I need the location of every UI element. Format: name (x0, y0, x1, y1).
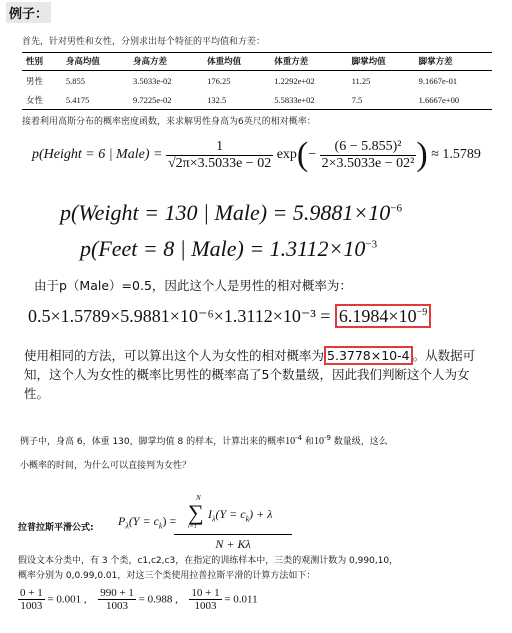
fraction-numerator: 990 + 1 (100, 587, 134, 599)
gauss-intro-text: 接着利用高斯分布的概率密度函数，来求解男性身高为6英尺的相对概率： (22, 117, 316, 127)
height-eq-fraction (166, 139, 273, 172)
prob-exponent-2: -9 (323, 434, 331, 442)
lhs-p: P (118, 514, 126, 528)
prob-exponent-1: -4 (295, 434, 303, 442)
minus-sign: − (308, 147, 317, 162)
height-eq-result: ≈ 1.5789 (431, 147, 481, 162)
female-para-after: 。从数据可知，这个人为女性的概率比男性的概率高了5个数量级，因此我们判断这个人为女性。 (24, 348, 476, 401)
fraction-denominator: 1003 (194, 600, 217, 612)
prob-value-1: 10 (285, 436, 296, 447)
result-value-2: = 0.988 , (138, 593, 178, 606)
table-cell: 9.1667e-01 (418, 76, 458, 86)
table-header-cell: 身高方差 (129, 53, 203, 71)
fraction-numerator: 10 + 1 (191, 587, 220, 599)
smoothing-results (18, 587, 258, 612)
table-cell: 5.5833e+02 (270, 90, 347, 110)
table-cell: 5.855 (65, 76, 86, 86)
example-heading: 例子： (6, 2, 51, 23)
lhs-close: ) = (162, 514, 177, 528)
smoothing-text-line-2: 概率分别为 0,0.99,0.01，对这三个类使用拉普拉斯平滑的计算方法如下： (18, 571, 316, 581)
table-cell: 7.5 (348, 90, 415, 110)
prob-value-2: 10 (313, 436, 324, 447)
table-header-cell: 体重方差 (270, 53, 347, 71)
lhs-subscript: k (158, 521, 163, 531)
table-header-cell: 体重均值 (203, 53, 270, 71)
table-cell: 9.7225e-02 (129, 90, 203, 110)
table-header-row (22, 53, 492, 71)
numerator-close: ) + λ (249, 507, 273, 521)
fraction-numerator: 1 (166, 139, 273, 156)
male-result-highlight (335, 304, 431, 328)
intro-text: 首先，针对男性和女性，分别求出每个特征的平均值和方差： (22, 37, 266, 47)
weight-eq-exponent: −6 (390, 202, 402, 215)
laplace-fraction (174, 494, 292, 552)
weight-eq-text: p(Weight = 130 | Male) = 5.9881×10 (60, 200, 391, 225)
result-value-1: = 0.001 , (47, 593, 87, 606)
table-cell: 11.25 (351, 76, 371, 86)
lhs-subscript: λ (125, 521, 129, 531)
table-cell: 5.4175 (62, 90, 129, 110)
female-prob-paragraph (24, 346, 484, 403)
exp-inner-fraction (320, 139, 417, 172)
female-para-before: 使用相同的方法，可以算出这个人为女性的相对概率为 (24, 348, 325, 363)
fraction-denominator: 1003 (106, 600, 129, 612)
height-eq-lhs: p(Height = 6 | Male) = (32, 147, 163, 162)
fraction-denominator: √2π×3.5033e − 02 (167, 155, 272, 171)
sum-upper: N (196, 494, 201, 502)
feature-stats-table (22, 52, 492, 110)
table-cell: 女性 (22, 90, 62, 110)
fraction-denominator: 1003 (20, 600, 43, 612)
male-result-exponent: −9 (416, 307, 428, 318)
lhs-rest: (Y = c (128, 514, 159, 528)
sum-symbol: ∑ (188, 500, 204, 525)
left-paren: ( (296, 136, 309, 173)
smoothing-text-line-1: 假设文本分类中，有 3 个类，c1,c2,c3，在指定的训练样本中，三类的观测计数为 0,990,10， (18, 556, 399, 566)
numerator-subscript: k (245, 514, 250, 524)
fraction-numerator: 0 + 1 (20, 587, 43, 599)
feet-eq-text: p(Feet = 8 | Male) = 1.3112×10 (80, 236, 366, 261)
result-fraction-1 (18, 587, 45, 612)
table-cell: 3.5033e-02 (132, 76, 172, 86)
height-equation (32, 136, 481, 174)
weight-equation (60, 200, 402, 226)
laplace-denominator: N + Kλ (215, 537, 251, 551)
numerator-body (208, 507, 272, 523)
table-cell: 176.25 (207, 76, 231, 86)
laplace-lhs (118, 514, 176, 530)
question-and: 和 (302, 437, 314, 447)
product-expression: 0.5×1.5789×5.9881×10⁻⁶×1.3112×10⁻³ = (28, 306, 331, 326)
male-result-value: 6.1984×10 (338, 306, 417, 326)
feet-eq-exponent: −3 (365, 238, 378, 251)
table-cell: 男性 (26, 76, 44, 86)
female-result-highlight: 5.3778×10-4 (324, 346, 413, 365)
question-line-2: 小概率的时间，为什么可以直接判为女性？ (20, 461, 192, 471)
laplace-numerator (174, 494, 292, 535)
laplace-label: 拉普拉斯平滑公式: (18, 523, 94, 533)
table-row (22, 90, 492, 110)
question-part: 例子中，身高 6，体重 130，脚掌均值 8 的样本，计算出来的概率 (20, 437, 286, 447)
table-cell: 132.5 (203, 90, 270, 110)
fraction-denominator: 2×3.5033e − 02² (321, 155, 415, 171)
sum-lower: i=1 (188, 524, 197, 530)
right-paren: ) (416, 136, 428, 173)
question-line-1 (20, 428, 498, 452)
smoothing-text (18, 554, 398, 584)
table-row (22, 71, 492, 91)
indicator-subscript: λ (212, 514, 216, 524)
feet-equation (80, 236, 377, 262)
result-value-3: = 0.011 (224, 593, 258, 606)
table-header-cell: 身高均值 (62, 53, 129, 71)
indicator: I (208, 507, 212, 521)
result-fraction-3 (189, 587, 221, 612)
table-header-cell: 脚掌均值 (348, 53, 415, 71)
table-cell: 1.2292e+02 (274, 76, 315, 86)
question-text (20, 428, 498, 476)
male-prob-intro: 由于p（Male）=0.5，因此这个人是男性的相对概率为： (34, 278, 352, 293)
result-fraction-2 (98, 587, 136, 612)
table-header-cell: 性别 (22, 53, 62, 71)
table-header-cell: 脚掌方差 (415, 53, 492, 71)
male-product-equation (28, 306, 431, 327)
table-cell: 1.6667e+00 (415, 90, 492, 110)
numerator-rest: (Y = c (215, 507, 246, 521)
exp-function: exp (276, 147, 297, 162)
fraction-numerator: (6 − 5.855)² (320, 139, 417, 156)
question-part: 数量级，这么 (330, 437, 388, 447)
